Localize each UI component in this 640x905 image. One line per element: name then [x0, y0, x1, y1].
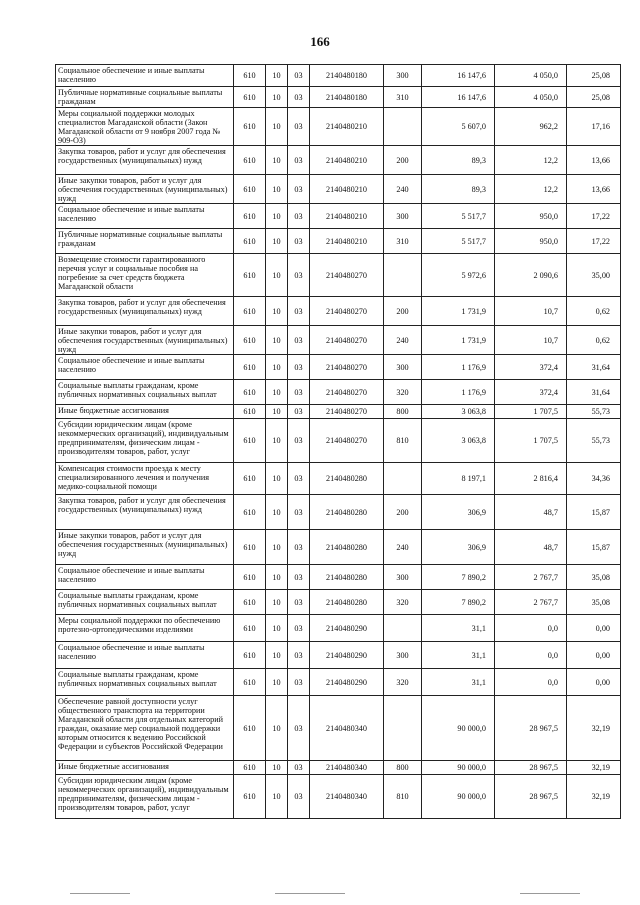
row-ministry-code: 610 — [234, 669, 266, 696]
row-ministry-code: 610 — [234, 175, 266, 204]
table-row — [56, 204, 621, 229]
row-expense-type — [384, 254, 422, 297]
row-executed-amount: 2 816,4 — [495, 463, 567, 495]
table-row — [56, 775, 621, 819]
row-execution-percent: 17,16 — [567, 108, 621, 146]
row-execution-percent: 17,22 — [567, 229, 621, 254]
row-section: 10 — [266, 355, 288, 380]
row-expense-type: 800 — [384, 405, 422, 419]
row-expense-type: 810 — [384, 775, 422, 819]
row-plan-amount: 306,9 — [422, 495, 495, 530]
row-subsection: 03 — [288, 229, 310, 254]
row-section: 10 — [266, 204, 288, 229]
row-expense-type: 240 — [384, 530, 422, 565]
row-execution-percent: 15,87 — [567, 495, 621, 530]
row-description: Возмещение стоимости гарантированного перечня услуг и социальные пособия на погребение за счет средств бюджета Магаданской области — [56, 254, 234, 297]
row-section: 10 — [266, 229, 288, 254]
row-ministry-code: 610 — [234, 355, 266, 380]
row-execution-percent: 0,62 — [567, 297, 621, 326]
row-section: 10 — [266, 297, 288, 326]
row-executed-amount: 2 090,6 — [495, 254, 567, 297]
table-row — [56, 669, 621, 696]
row-execution-percent: 0,00 — [567, 615, 621, 642]
row-executed-amount: 372,4 — [495, 355, 567, 380]
row-target-article: 2140480290 — [310, 642, 384, 669]
row-section: 10 — [266, 615, 288, 642]
row-execution-percent: 55,73 — [567, 405, 621, 419]
row-subsection: 03 — [288, 463, 310, 495]
row-target-article: 2140480210 — [310, 229, 384, 254]
row-description: Субсидии юридическим лицам (кроме некоммерческих организаций), индивидуальным предпринимателям, физическим лицам - производителям товаров, работ, услуг — [56, 419, 234, 463]
row-target-article: 2140480210 — [310, 204, 384, 229]
row-target-article: 2140480280 — [310, 565, 384, 590]
row-plan-amount: 5 517,7 — [422, 204, 495, 229]
row-execution-percent: 32,19 — [567, 775, 621, 819]
table-row — [56, 530, 621, 565]
row-description: Социальное обеспечение и иные выплаты населению — [56, 65, 234, 87]
row-section: 10 — [266, 65, 288, 87]
row-description: Социальные выплаты гражданам, кроме публичных нормативных социальных выплат — [56, 380, 234, 405]
row-target-article: 2140480270 — [310, 419, 384, 463]
row-description: Иные бюджетные ассигнования — [56, 761, 234, 775]
row-ministry-code: 610 — [234, 696, 266, 761]
row-plan-amount: 1 176,9 — [422, 380, 495, 405]
row-description: Публичные нормативные социальные выплаты гражданам — [56, 229, 234, 254]
table-row — [56, 761, 621, 775]
row-subsection: 03 — [288, 65, 310, 87]
footer-rule-right — [520, 893, 580, 894]
row-ministry-code: 610 — [234, 326, 266, 355]
row-section: 10 — [266, 326, 288, 355]
table-row — [56, 405, 621, 419]
row-plan-amount: 89,3 — [422, 175, 495, 204]
row-plan-amount: 1 731,9 — [422, 297, 495, 326]
row-executed-amount: 10,7 — [495, 297, 567, 326]
row-executed-amount: 28 967,5 — [495, 761, 567, 775]
row-section: 10 — [266, 108, 288, 146]
table-row — [56, 146, 621, 175]
row-ministry-code: 610 — [234, 615, 266, 642]
row-expense-type: 200 — [384, 297, 422, 326]
row-description: Иные закупки товаров, работ и услуг для обеспечения государственных (муниципальных) нужд — [56, 530, 234, 565]
row-execution-percent: 0,00 — [567, 642, 621, 669]
row-expense-type: 310 — [384, 229, 422, 254]
row-plan-amount: 7 890,2 — [422, 590, 495, 615]
row-description: Иные бюджетные ассигнования — [56, 405, 234, 419]
row-expense-type: 320 — [384, 380, 422, 405]
row-executed-amount: 962,2 — [495, 108, 567, 146]
row-execution-percent: 35,00 — [567, 254, 621, 297]
row-plan-amount: 5 607,0 — [422, 108, 495, 146]
row-target-article: 2140480210 — [310, 108, 384, 146]
row-plan-amount: 5 517,7 — [422, 229, 495, 254]
row-target-article: 2140480280 — [310, 530, 384, 565]
table-row — [56, 355, 621, 380]
row-section: 10 — [266, 146, 288, 175]
row-execution-percent: 31,64 — [567, 380, 621, 405]
row-section: 10 — [266, 642, 288, 669]
row-target-article: 2140480280 — [310, 463, 384, 495]
row-description: Компенсация стоимости проезда к месту специализированного лечения и получения медико-социальной помощи — [56, 463, 234, 495]
row-ministry-code: 610 — [234, 642, 266, 669]
row-executed-amount: 10,7 — [495, 326, 567, 355]
row-executed-amount: 28 967,5 — [495, 696, 567, 761]
row-section: 10 — [266, 419, 288, 463]
row-target-article: 2140480280 — [310, 590, 384, 615]
row-subsection: 03 — [288, 419, 310, 463]
row-subsection: 03 — [288, 355, 310, 380]
row-plan-amount: 3 063,8 — [422, 419, 495, 463]
footer-rule-middle — [275, 893, 345, 894]
row-ministry-code: 610 — [234, 229, 266, 254]
row-plan-amount: 3 063,8 — [422, 405, 495, 419]
table-row — [56, 696, 621, 761]
row-section: 10 — [266, 565, 288, 590]
row-executed-amount: 950,0 — [495, 204, 567, 229]
row-ministry-code: 610 — [234, 380, 266, 405]
row-description: Обеспечение равной доступности услуг общественного транспорта на территории Магаданской области для отдельных категорий граждан, оказание мер социальной поддержки которым относится к ведению Российской Федерации и субъектов Российской Федерации — [56, 696, 234, 761]
row-section: 10 — [266, 380, 288, 405]
row-section: 10 — [266, 495, 288, 530]
row-execution-percent: 32,19 — [567, 696, 621, 761]
row-target-article: 2140480270 — [310, 297, 384, 326]
row-description: Социальное обеспечение и иные выплаты населению — [56, 355, 234, 380]
row-execution-percent: 35,08 — [567, 565, 621, 590]
row-plan-amount: 16 147,6 — [422, 65, 495, 87]
row-ministry-code: 610 — [234, 204, 266, 229]
row-description: Иные закупки товаров, работ и услуг для обеспечения государственных (муниципальных) нужд — [56, 175, 234, 204]
row-execution-percent: 0,00 — [567, 669, 621, 696]
row-section: 10 — [266, 463, 288, 495]
row-section: 10 — [266, 530, 288, 565]
table-row — [56, 326, 621, 355]
row-section: 10 — [266, 669, 288, 696]
row-executed-amount: 12,2 — [495, 175, 567, 204]
table-row — [56, 175, 621, 204]
row-executed-amount: 48,7 — [495, 495, 567, 530]
row-target-article: 2140480270 — [310, 254, 384, 297]
row-subsection: 03 — [288, 146, 310, 175]
row-subsection: 03 — [288, 615, 310, 642]
row-section: 10 — [266, 590, 288, 615]
row-executed-amount: 950,0 — [495, 229, 567, 254]
row-plan-amount: 90 000,0 — [422, 696, 495, 761]
row-expense-type: 800 — [384, 761, 422, 775]
row-expense-type — [384, 108, 422, 146]
row-target-article: 2140480340 — [310, 696, 384, 761]
row-plan-amount: 90 000,0 — [422, 775, 495, 819]
row-executed-amount: 28 967,5 — [495, 775, 567, 819]
footer-rule-left — [70, 893, 130, 894]
row-expense-type: 810 — [384, 419, 422, 463]
row-execution-percent: 0,62 — [567, 326, 621, 355]
row-subsection: 03 — [288, 405, 310, 419]
row-ministry-code: 610 — [234, 495, 266, 530]
row-expense-type: 300 — [384, 642, 422, 669]
row-expense-type: 200 — [384, 146, 422, 175]
row-expense-type — [384, 615, 422, 642]
row-ministry-code: 610 — [234, 146, 266, 175]
row-execution-percent: 15,87 — [567, 530, 621, 565]
table-row — [56, 380, 621, 405]
row-target-article: 2140480180 — [310, 87, 384, 108]
row-ministry-code: 610 — [234, 108, 266, 146]
row-subsection: 03 — [288, 297, 310, 326]
row-plan-amount: 31,1 — [422, 669, 495, 696]
row-section: 10 — [266, 87, 288, 108]
row-subsection: 03 — [288, 495, 310, 530]
row-execution-percent: 55,73 — [567, 419, 621, 463]
row-section: 10 — [266, 254, 288, 297]
row-target-article: 2140480290 — [310, 669, 384, 696]
row-description: Закупка товаров, работ и услуг для обеспечения государственных (муниципальных) нужд — [56, 146, 234, 175]
table-row — [56, 495, 621, 530]
row-expense-type: 240 — [384, 175, 422, 204]
row-execution-percent: 17,22 — [567, 204, 621, 229]
row-executed-amount: 48,7 — [495, 530, 567, 565]
table-row — [56, 87, 621, 108]
row-target-article: 2140480340 — [310, 775, 384, 819]
table-row — [56, 108, 621, 146]
row-description: Закупка товаров, работ и услуг для обеспечения государственных (муниципальных) нужд — [56, 297, 234, 326]
table-row — [56, 254, 621, 297]
row-description: Иные закупки товаров, работ и услуг для обеспечения государственных (муниципальных) нужд — [56, 326, 234, 355]
row-subsection: 03 — [288, 254, 310, 297]
table-row — [56, 297, 621, 326]
row-ministry-code: 610 — [234, 761, 266, 775]
row-ministry-code: 610 — [234, 405, 266, 419]
row-executed-amount: 1 707,5 — [495, 405, 567, 419]
row-expense-type: 240 — [384, 326, 422, 355]
row-expense-type: 310 — [384, 87, 422, 108]
row-description: Социальное обеспечение и иные выплаты населению — [56, 565, 234, 590]
row-subsection: 03 — [288, 696, 310, 761]
row-executed-amount: 4 050,0 — [495, 65, 567, 87]
row-section: 10 — [266, 775, 288, 819]
row-execution-percent: 25,08 — [567, 65, 621, 87]
table-row — [56, 419, 621, 463]
row-execution-percent: 13,66 — [567, 146, 621, 175]
row-subsection: 03 — [288, 775, 310, 819]
row-section: 10 — [266, 405, 288, 419]
row-ministry-code: 610 — [234, 530, 266, 565]
row-plan-amount: 1 176,9 — [422, 355, 495, 380]
row-plan-amount: 16 147,6 — [422, 87, 495, 108]
table-row — [56, 615, 621, 642]
row-ministry-code: 610 — [234, 254, 266, 297]
row-expense-type: 320 — [384, 590, 422, 615]
row-execution-percent: 32,19 — [567, 761, 621, 775]
row-expense-type: 300 — [384, 65, 422, 87]
row-section: 10 — [266, 175, 288, 204]
row-target-article: 2140480270 — [310, 326, 384, 355]
row-ministry-code: 610 — [234, 419, 266, 463]
table-row — [56, 642, 621, 669]
row-plan-amount: 90 000,0 — [422, 761, 495, 775]
row-expense-type: 200 — [384, 495, 422, 530]
row-executed-amount: 1 707,5 — [495, 419, 567, 463]
row-subsection: 03 — [288, 380, 310, 405]
table-row — [56, 65, 621, 87]
row-description: Социальные выплаты гражданам, кроме публичных нормативных социальных выплат — [56, 669, 234, 696]
row-expense-type: 300 — [384, 204, 422, 229]
row-section: 10 — [266, 696, 288, 761]
row-executed-amount: 12,2 — [495, 146, 567, 175]
row-target-article: 2140480280 — [310, 495, 384, 530]
row-ministry-code: 610 — [234, 590, 266, 615]
row-expense-type: 300 — [384, 565, 422, 590]
row-expense-type: 300 — [384, 355, 422, 380]
row-executed-amount: 4 050,0 — [495, 87, 567, 108]
row-description: Публичные нормативные социальные выплаты гражданам — [56, 87, 234, 108]
row-ministry-code: 610 — [234, 775, 266, 819]
row-description: Меры социальной поддержки по обеспечению протезно-ортопедическими изделиями — [56, 615, 234, 642]
row-description: Социальное обеспечение и иные выплаты населению — [56, 642, 234, 669]
row-executed-amount: 0,0 — [495, 642, 567, 669]
row-execution-percent: 25,08 — [567, 87, 621, 108]
row-subsection: 03 — [288, 530, 310, 565]
row-execution-percent: 34,36 — [567, 463, 621, 495]
row-plan-amount: 31,1 — [422, 615, 495, 642]
row-plan-amount: 31,1 — [422, 642, 495, 669]
row-subsection: 03 — [288, 669, 310, 696]
row-ministry-code: 610 — [234, 65, 266, 87]
row-target-article: 2140480180 — [310, 65, 384, 87]
row-expense-type — [384, 463, 422, 495]
row-description: Закупка товаров, работ и услуг для обеспечения государственных (муниципальных) нужд — [56, 495, 234, 530]
row-plan-amount: 5 972,6 — [422, 254, 495, 297]
row-subsection: 03 — [288, 642, 310, 669]
table-row — [56, 565, 621, 590]
row-plan-amount: 8 197,1 — [422, 463, 495, 495]
row-subsection: 03 — [288, 326, 310, 355]
budget-table — [55, 64, 621, 819]
row-subsection: 03 — [288, 175, 310, 204]
row-subsection: 03 — [288, 87, 310, 108]
row-subsection: 03 — [288, 204, 310, 229]
row-subsection: 03 — [288, 565, 310, 590]
row-executed-amount: 2 767,7 — [495, 565, 567, 590]
row-description: Меры социальной поддержки молодых специалистов Магаданской области (Закон Магаданской области от 9 ноября 2007 года № 909-ОЗ) — [56, 108, 234, 146]
row-section: 10 — [266, 761, 288, 775]
row-executed-amount: 0,0 — [495, 669, 567, 696]
row-description: Субсидии юридическим лицам (кроме некоммерческих организаций), индивидуальным предпринимателям, физическим лицам - производителям товаров, работ, услуг — [56, 775, 234, 819]
row-subsection: 03 — [288, 108, 310, 146]
table-body — [56, 65, 621, 819]
row-target-article: 2140480210 — [310, 146, 384, 175]
row-target-article: 2140480270 — [310, 405, 384, 419]
row-ministry-code: 610 — [234, 565, 266, 590]
row-target-article: 2140480210 — [310, 175, 384, 204]
row-plan-amount: 306,9 — [422, 530, 495, 565]
row-target-article: 2140480290 — [310, 615, 384, 642]
row-expense-type: 320 — [384, 669, 422, 696]
row-subsection: 03 — [288, 761, 310, 775]
row-execution-percent: 31,64 — [567, 355, 621, 380]
row-ministry-code: 610 — [234, 297, 266, 326]
row-description: Социальные выплаты гражданам, кроме публичных нормативных социальных выплат — [56, 590, 234, 615]
row-ministry-code: 610 — [234, 463, 266, 495]
row-execution-percent: 35,08 — [567, 590, 621, 615]
row-plan-amount: 1 731,9 — [422, 326, 495, 355]
row-plan-amount: 7 890,2 — [422, 565, 495, 590]
row-description: Социальное обеспечение и иные выплаты населению — [56, 204, 234, 229]
page-number: 166 — [310, 34, 330, 49]
table-row — [56, 229, 621, 254]
row-subsection: 03 — [288, 590, 310, 615]
row-plan-amount: 89,3 — [422, 146, 495, 175]
row-executed-amount: 0,0 — [495, 615, 567, 642]
row-target-article: 2140480270 — [310, 380, 384, 405]
row-executed-amount: 2 767,7 — [495, 590, 567, 615]
table-row — [56, 463, 621, 495]
row-execution-percent: 13,66 — [567, 175, 621, 204]
row-ministry-code: 610 — [234, 87, 266, 108]
row-expense-type — [384, 696, 422, 761]
row-executed-amount: 372,4 — [495, 380, 567, 405]
row-target-article: 2140480340 — [310, 761, 384, 775]
row-target-article: 2140480270 — [310, 355, 384, 380]
table-row — [56, 590, 621, 615]
